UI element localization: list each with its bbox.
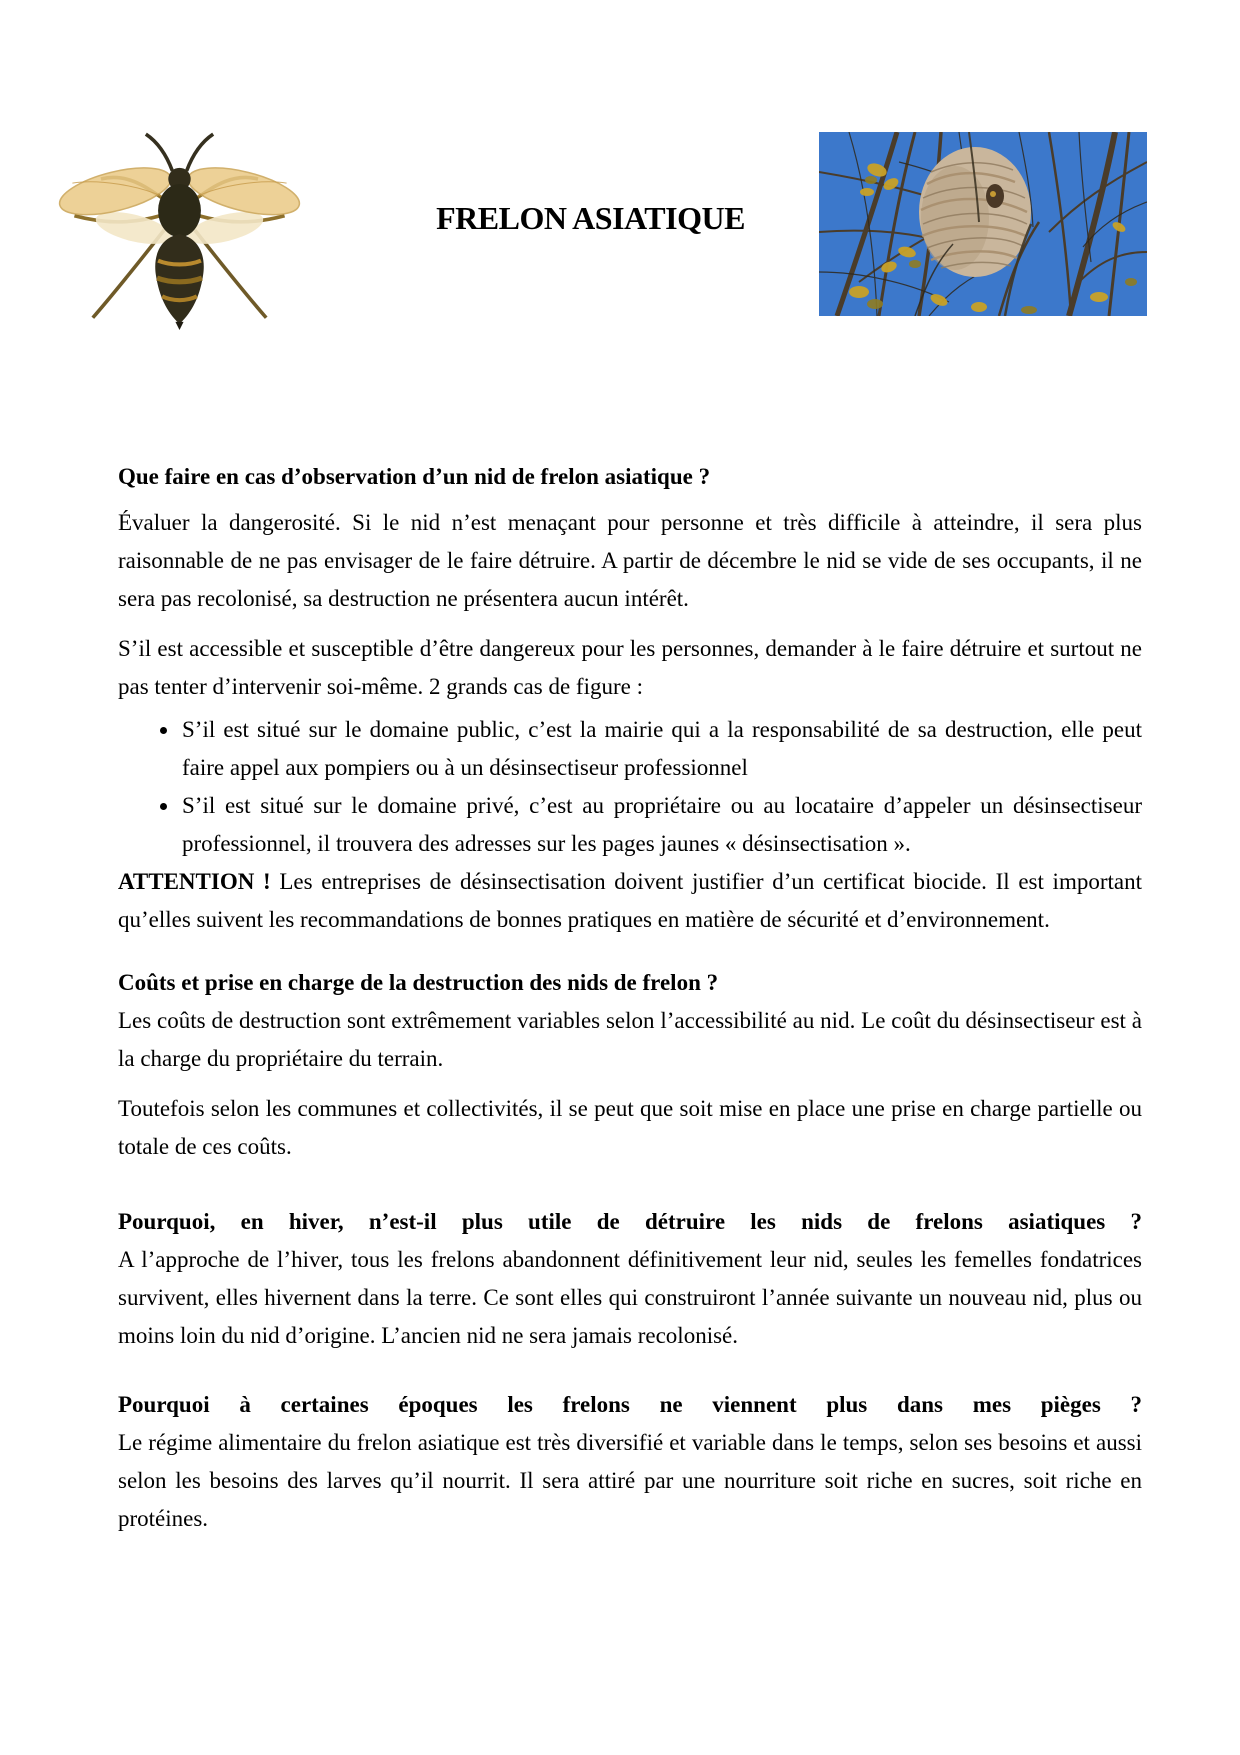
heading-hiver-detruire: Pourquoi, en hiver, n’est-il plus utile de détruire les nids de frelons asiatiques ? [118,1209,1142,1234]
paragraph-couts-destruction: Les coûts de destruction sont extrêmement variables selon l’accessibilité au nid. Le coût du désinsectiseur est à la charge du propriétaire du terrain. [118,1008,1142,1071]
list-item-domaine-public [180,711,1142,787]
attention-text: Les entreprises de désinsectisation doivent justifier d’un certificat biocide. Il est important qu’elles suivent les recommandations de bonnes pratiques en matière de sécurité et d’environnement. [118,869,1142,932]
list-item-domaine-prive [180,787,1142,863]
attention-label: ATTENTION ! [118,869,271,894]
hornet-illustration [52,122,307,334]
cases-list [118,711,1142,863]
hornet-photo [52,122,307,334]
heading-observation-nid: Que faire en cas d’observation d’un nid de frelon asiatique ? [118,464,711,489]
heading-couts-prise-en-charge: Coûts et prise en charge de la destruction des nids de frelon ? [118,970,719,995]
paragraph-regime-alimentaire: Le régime alimentaire du frelon asiatique est très diversifié et variable dans le temps, selon ses besoins et aussi selon les besoins des larves qu’il nourrit. Il sera attiré par une nourriture soit riche en sucres, soit riche en protéines. [118,1430,1142,1531]
heading-frelons-pieges: Pourquoi à certaines époques les frelons ne viennent plus dans mes pièges ? [118,1392,1142,1417]
page-title: FRELON ASIATIQUE [436,200,745,236]
paragraph-approche-hiver: A l’approche de l’hiver, tous les frelons abandonnent définitivement leur nid, seules les femelles fondatrices survivent, elles hivernent dans la terre. Ce sont elles qui construiront l’année suivante un nouveau nid, plus ou moins loin du nid d’origine. L’ancien nid ne sera jamais recolonisé. [118,1247,1142,1348]
list-item-text: S’il est situé sur le domaine privé, c’est au propriétaire ou au locataire d’appeler un désinsectiseur professionnel, il trouvera des adresses sur les pages jaunes « désinsectisation ». [182,793,1142,856]
nest-illustration [819,132,1147,316]
paragraph-accessible-dangereux: S’il est accessible et susceptible d’être dangereux pour les personnes, demander à le faire détruire et surtout ne pas tenter d’intervenir soi-même. 2 grands cas de figure : [118,636,1142,699]
paragraph-attention [118,863,1142,939]
document-body [118,458,1142,1538]
list-item-text: S’il est situé sur le domaine public, c’est la mairie qui a la responsabilité de sa destruction, elle peut faire appel aux pompiers ou à un désinsectiseur professionnel [182,717,1142,780]
paragraph-evaluer-dangerosite: Évaluer la dangerosité. Si le nid n’est menaçant pour personne et très difficile à atteindre, il sera plus raisonnable de ne pas envisager de le faire détruire. A partir de décembre le nid se vide de ses occupants, il ne sera pas recolonisé, sa destruction ne présentera aucun intérêt. [118,510,1142,611]
paragraph-toutefois-communes: Toutefois selon les communes et collectivités, il se peut que soit mise en place une prise en charge partielle ou totale de ces coûts. [118,1096,1142,1159]
nest-photo [819,132,1147,316]
